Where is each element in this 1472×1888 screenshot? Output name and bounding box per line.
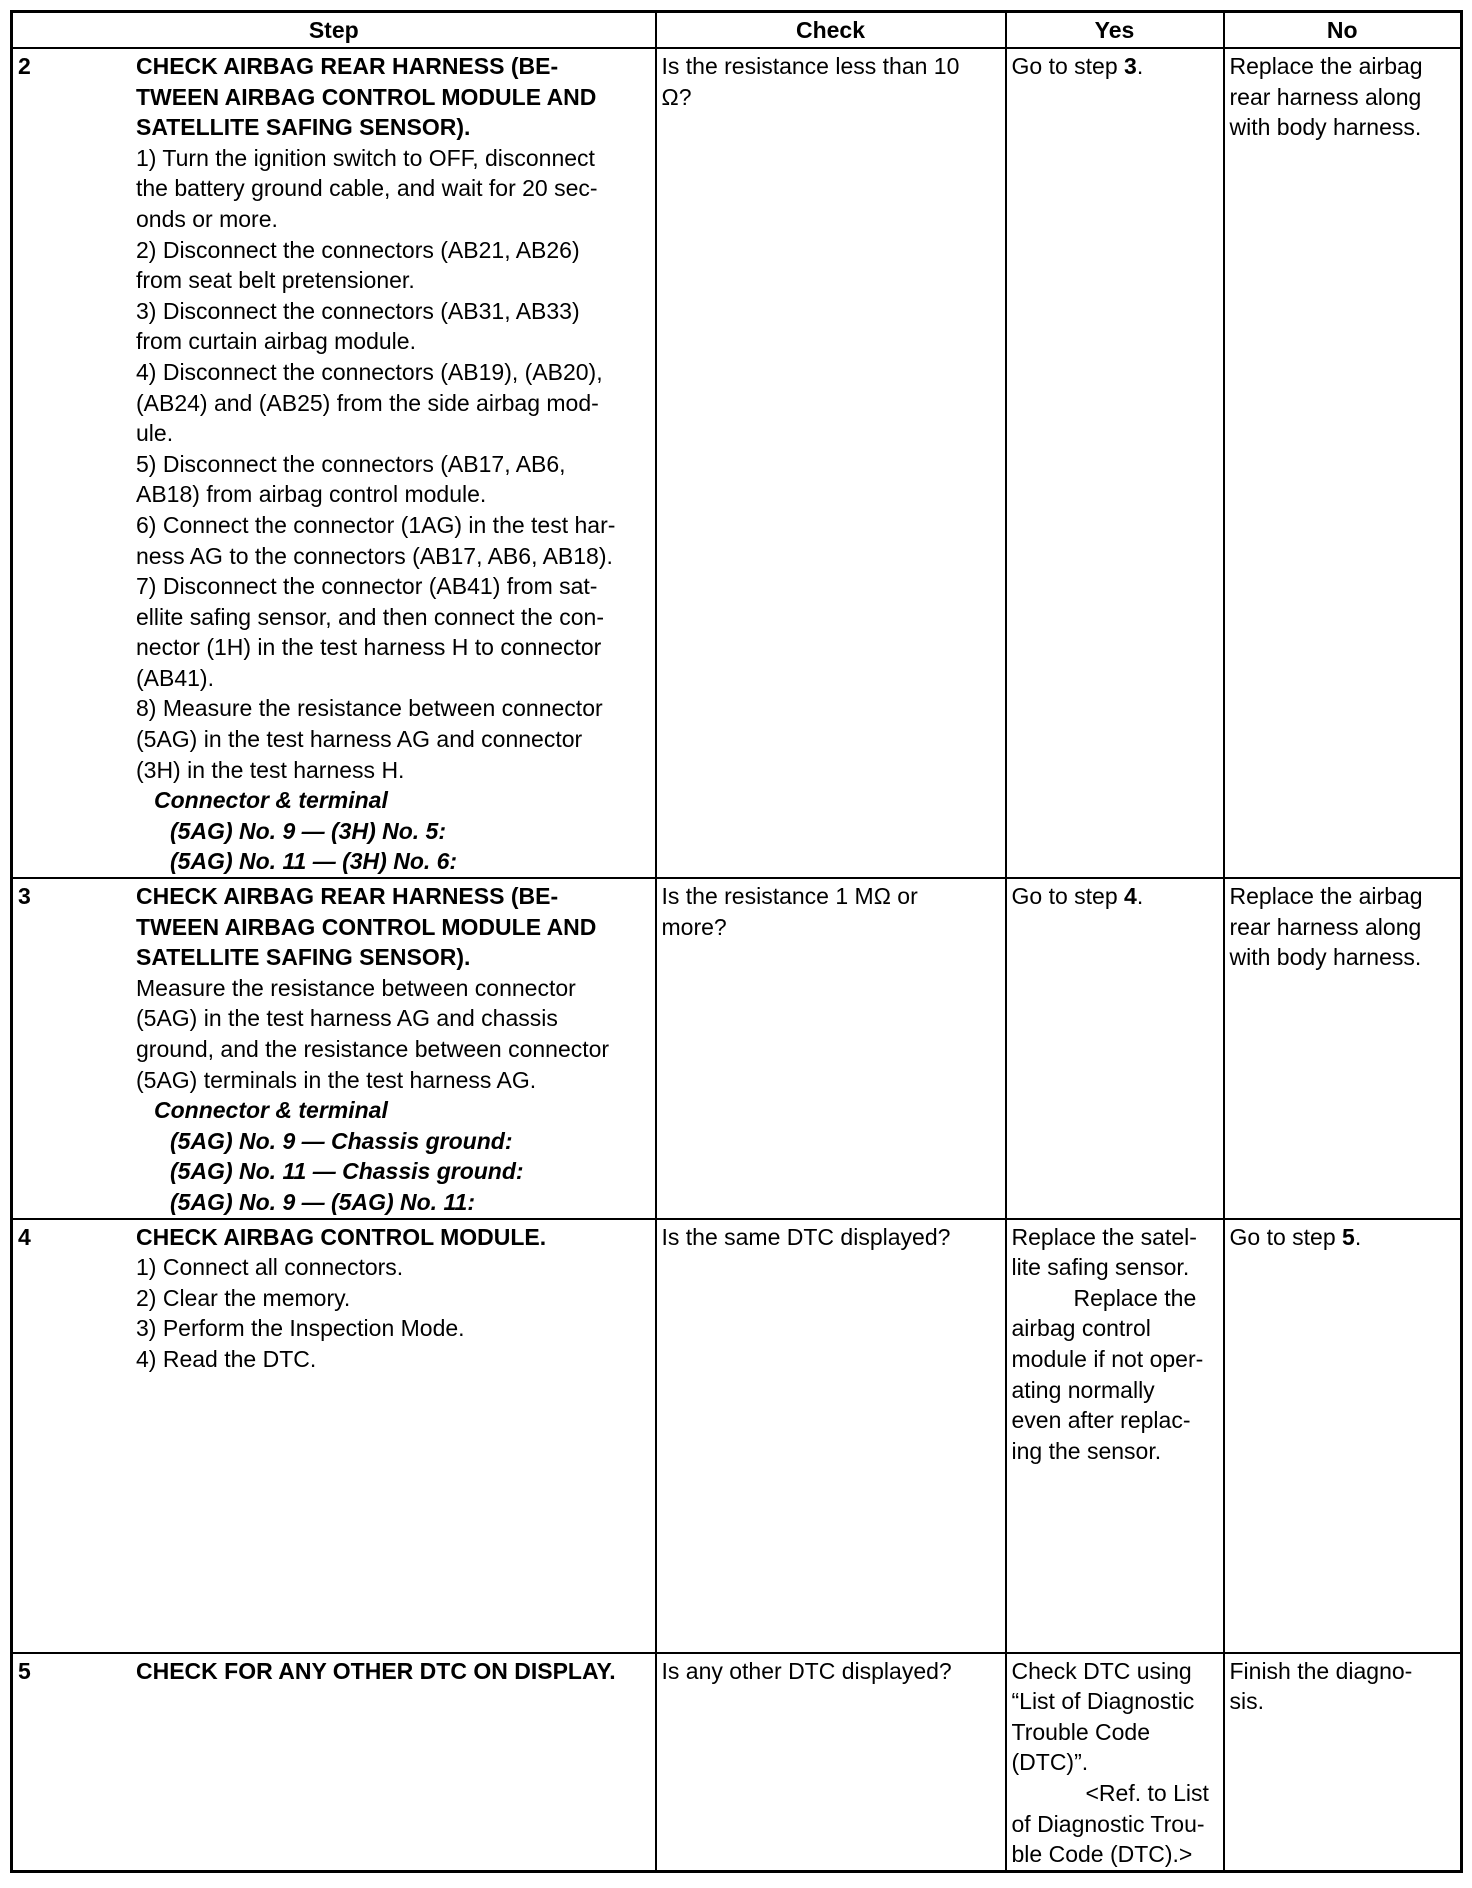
connector-terminal-line: (5AG) No. 9 — (3H) No. 5:	[170, 817, 447, 844]
procedure-item: 5) Disconnect the connectors (AB17, AB6, AB18) from airbag control module.	[136, 450, 566, 508]
step-number: 3	[18, 883, 31, 910]
step-title: CHECK AIRBAG CONTROL MODULE.	[136, 1223, 547, 1250]
procedure-item: 7) Disconnect the connector (AB41) from sat- ellite safing sensor, and then connect the con- nector (1H) in the test harness H to connector (AB41).	[136, 573, 604, 691]
step-reference: 5	[1342, 1223, 1355, 1250]
yes-text: Check DTC using “List of Diagnostic Trouble Code (DTC)”.	[1011, 1657, 1195, 1776]
step-reference: 3	[1124, 53, 1137, 79]
procedure-text: Measure the resistance between connector (5AG) in the test harness AG and chassis ground, and the resistance between connector (5AG) terminals in the test harness AG.	[136, 974, 610, 1093]
check-cell: Is any other DTC displayed?	[656, 1653, 1006, 1872]
yes-cell	[1006, 1219, 1224, 1653]
step-number: 2	[18, 53, 31, 79]
reference-link: <Ref. to List	[1085, 1779, 1209, 1806]
procedure-item: 4) Read the DTC.	[136, 1345, 317, 1372]
procedure-item: 1) Connect all connectors.	[136, 1254, 404, 1281]
yes-text-continued: airbag control module if not oper- ating normally even after replac- ing the sensor.	[1011, 1315, 1204, 1464]
table-header-row	[12, 12, 1462, 49]
header-no: No	[1224, 12, 1462, 49]
step-cell	[12, 48, 656, 878]
no-text: Go to step	[1229, 1223, 1343, 1250]
no-cell: Finish the diagno- sis.	[1224, 1653, 1462, 1872]
check-cell: Is the same DTC displayed?	[656, 1219, 1006, 1653]
procedure-item: 3) Perform the Inspection Mode.	[136, 1315, 465, 1342]
header-yes: Yes	[1006, 12, 1224, 49]
procedure-item: 3) Disconnect the connectors (AB31, AB33) from curtain airbag module.	[136, 297, 580, 355]
yes-text: Go to step	[1011, 883, 1125, 910]
procedure-item: 8) Measure the resistance between connector (5AG) in the test harness AG and connector (3H) in the test harness H.	[136, 695, 603, 783]
connector-terminal-line: (5AG) No. 11 — Chassis ground:	[170, 1158, 524, 1185]
step-title: CHECK AIRBAG REAR HARNESS (BE- TWEEN AIRBAG CONTROL MODULE AND SATELLITE SAFING SENSOR).	[136, 53, 597, 141]
header-step: Step	[12, 12, 656, 49]
yes-cell	[1006, 878, 1224, 1219]
no-text-end: .	[1354, 1223, 1362, 1250]
table-row-step-4	[12, 1219, 1462, 1653]
yes-cell	[1006, 1653, 1224, 1872]
check-cell: Is the resistance less than 10 Ω?	[656, 48, 1006, 878]
connector-terminal-heading: Connector & terminal	[154, 1097, 388, 1124]
yes-text: Replace the satel- lite safing sensor.	[1011, 1223, 1197, 1281]
step-number: 4	[18, 1223, 31, 1250]
procedure-item: 4) Disconnect the connectors (AB19), (AB20), (AB24) and (AB25) from the side airbag mod- ule.	[136, 358, 603, 447]
connector-terminal-line: (5AG) No. 9 — Chassis ground:	[170, 1127, 513, 1154]
step-title: CHECK AIRBAG REAR HARNESS (BE- TWEEN AIRBAG CONTROL MODULE AND SATELLITE SAFING SENSOR).	[136, 883, 597, 971]
yes-text: Go to step	[1011, 53, 1125, 79]
step-cell	[12, 1219, 656, 1653]
procedure-item: 2) Clear the memory.	[136, 1284, 351, 1311]
step-title: CHECK FOR ANY OTHER DTC ON DISPLAY.	[136, 1657, 616, 1684]
step-cell	[12, 878, 656, 1219]
reference-link-continued: of Diagnostic Trou- ble Code (DTC).>	[1011, 1810, 1205, 1868]
check-cell: Is the resistance 1 MΩ or more?	[656, 878, 1006, 1219]
connector-terminal-line: (5AG) No. 11 — (3H) No. 6:	[170, 848, 458, 875]
diagnostic-table	[10, 10, 1463, 1873]
step-reference: 4	[1124, 883, 1137, 910]
yes-text-end: .	[1136, 53, 1144, 79]
step-number: 5	[18, 1657, 31, 1684]
diagnostic-procedure-page	[10, 10, 1460, 1878]
header-check: Check	[656, 12, 1006, 49]
yes-text-end: .	[1136, 883, 1144, 910]
table-row-step-5	[12, 1653, 1462, 1872]
procedure-item: 2) Disconnect the connectors (AB21, AB26) from seat belt pretensioner.	[136, 236, 580, 294]
no-cell: Replace the airbag rear harness along with body harness.	[1224, 878, 1462, 1219]
no-cell	[1224, 1219, 1462, 1653]
connector-terminal-line: (5AG) No. 9 — (5AG) No. 11:	[170, 1188, 475, 1215]
yes-cell	[1006, 48, 1224, 878]
step-cell	[12, 1653, 656, 1872]
yes-text-continued: Replace the	[1073, 1284, 1197, 1311]
table-row-step-2	[12, 48, 1462, 878]
table-row-step-3	[12, 878, 1462, 1219]
no-cell: Replace the airbag rear harness along with body harness.	[1224, 48, 1462, 878]
procedure-item: 6) Connect the connector (1AG) in the test har- ness AG to the connectors (AB17, AB6, AB18).	[136, 511, 616, 569]
connector-terminal-heading: Connector & terminal	[154, 787, 388, 814]
procedure-item: 1) Turn the ignition switch to OFF, disconnect the battery ground cable, and wait for 20 sec- onds or more.	[136, 144, 598, 232]
